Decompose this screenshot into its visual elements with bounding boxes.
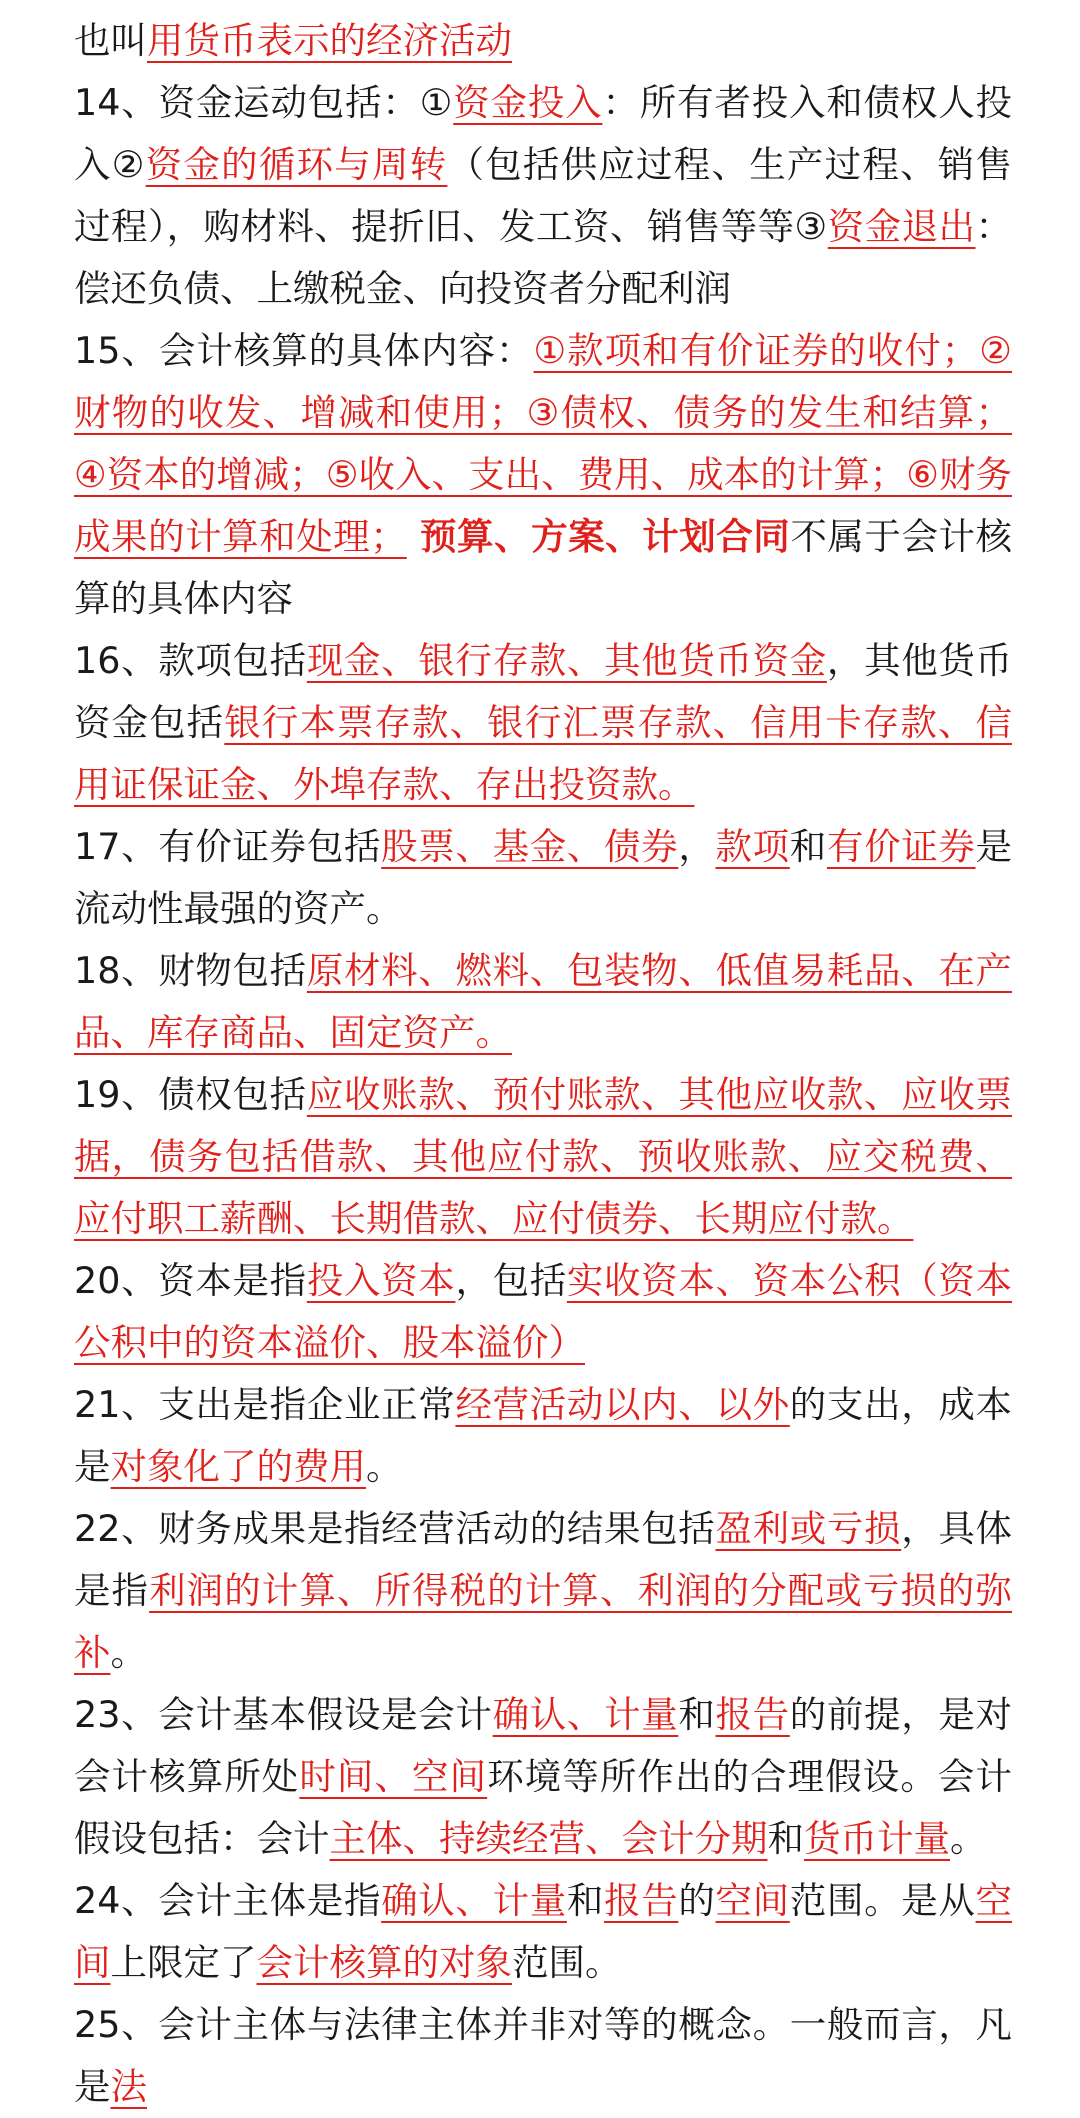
highlighted-text: 款项 bbox=[715, 825, 790, 868]
body-text: 19、债权包括 bbox=[74, 1073, 307, 1116]
highlighted-text: 时间、空间 bbox=[299, 1755, 488, 1798]
body-text: 也叫 bbox=[74, 19, 147, 62]
body-text: 。 bbox=[950, 1817, 987, 1860]
highlighted-text: 原材料、燃料、包装物、低值易耗品、在产品、库存商品、固定资产。 bbox=[74, 949, 1013, 1054]
body-text: ，具体是指 bbox=[74, 1507, 1013, 1612]
highlighted-text: 有价证券 bbox=[826, 825, 976, 868]
paragraph bbox=[74, 1374, 1012, 1498]
body-text: 范围。是从 bbox=[789, 1879, 976, 1922]
body-text: 是流动性最强的资产。 bbox=[74, 825, 1013, 930]
highlighted-text: 报告 bbox=[715, 1693, 790, 1736]
highlighted-text: 股票、基金、债券 bbox=[381, 825, 679, 868]
highlighted-text: 报告 bbox=[604, 1879, 679, 1922]
highlighted-text: 盈利或亏损 bbox=[715, 1507, 902, 1550]
body-text: 14、资金运动包括：① bbox=[74, 81, 454, 124]
bold-red-text: 预算、方案、计划合同 bbox=[406, 515, 791, 558]
highlighted-text: 实收资本、资本公积（资本公积中的资本溢价、股本溢价） bbox=[74, 1259, 1013, 1364]
body-text: 的前提，是对会计核算所处 bbox=[74, 1693, 1013, 1798]
body-text: 22、财务成果是指经营活动的结果包括 bbox=[74, 1507, 716, 1550]
highlighted-text: 对象化了的费用 bbox=[110, 1445, 366, 1488]
highlighted-text: 空间 bbox=[715, 1879, 790, 1922]
highlighted-text: 确认、计量 bbox=[381, 1879, 567, 1922]
highlighted-text: 经营活动以内、以外 bbox=[455, 1383, 790, 1426]
body-text: 23、会计基本假设是会计 bbox=[74, 1693, 493, 1736]
highlighted-text: 应收账款、预付账款、其他应收款、应收票据，债务包括借款、其他应付款、预收账款、应交税费、应付职工薪酬、长期借款、应付债券、长期应付款。 bbox=[74, 1073, 1013, 1240]
body-text: ，包括 bbox=[455, 1259, 567, 1302]
body-text: 的支出，成本是 bbox=[74, 1383, 1013, 1488]
body-text: 和 bbox=[789, 825, 827, 868]
body-text: 和 bbox=[566, 1879, 605, 1922]
body-text: 21、支出是指企业正常 bbox=[74, 1383, 456, 1426]
body-text: ：所有者投入和债权人投入② bbox=[74, 81, 1013, 186]
body-text: ：偿还负债、上缴税金、向投资者分配利润 bbox=[74, 205, 1012, 310]
body-text: 和 bbox=[678, 1693, 716, 1736]
paragraph bbox=[74, 1870, 1012, 1994]
body-text: 不属于会计核算的具体内容 bbox=[74, 515, 1013, 620]
body-text: 。 bbox=[110, 1631, 147, 1674]
highlighted-text: 会计核算的对象 bbox=[256, 1941, 512, 1984]
highlighted-text: 主体、持续经营、会计分期 bbox=[329, 1817, 768, 1860]
paragraph bbox=[74, 72, 1012, 320]
highlighted-text: 确认、计量 bbox=[492, 1693, 679, 1736]
body-text: 范围。 bbox=[512, 1941, 622, 1984]
highlighted-text: 银行本票存款、银行汇票存款、信用卡存款、信用证保证金、外埠存款、存出投资款。 bbox=[74, 701, 1012, 806]
highlighted-text: 利润的计算、所得税的计算、利润的分配或亏损的弥补 bbox=[74, 1569, 1012, 1674]
paragraph bbox=[74, 816, 1012, 940]
highlighted-text: 货币计量 bbox=[804, 1817, 950, 1860]
paragraph bbox=[74, 1064, 1012, 1250]
highlighted-text: 资金投入 bbox=[453, 81, 603, 124]
body-text: ，其他货币资金包括 bbox=[74, 639, 1013, 744]
paragraph bbox=[74, 320, 1012, 630]
body-text: （包括供应过程、生产过程、销售过程），购材料、提折旧、发工资、销售等等③ bbox=[74, 143, 1013, 248]
body-text: 。 bbox=[366, 1445, 403, 1488]
highlighted-text: 资金的循环与周转 bbox=[145, 143, 448, 186]
highlighted-text: ①款项和有价证券的收付；②财物的收发、增减和使用；③债权、债务的发生和结算；④资本的增减；⑤收入、支出、费用、成本的计算；⑥财务成果的计算和处理； bbox=[74, 329, 1012, 558]
paragraph bbox=[74, 1994, 1012, 2118]
body-text: 17、有价证券包括 bbox=[74, 825, 382, 868]
body-text: 24、会计主体是指 bbox=[74, 1879, 382, 1922]
highlighted-text: 法 bbox=[110, 2065, 147, 2108]
body-text: 环境等所作出的合理假设。会计假设包括：会计 bbox=[74, 1755, 1012, 1860]
body-text: 和 bbox=[767, 1817, 804, 1860]
body-text: 的 bbox=[678, 1879, 716, 1922]
body-text: 18、财物包括 bbox=[74, 949, 307, 992]
body-text: 25、会计主体与法律主体并非对等的概念。一般而言，凡是 bbox=[74, 2003, 1012, 2108]
body-text: 上限定了 bbox=[110, 1941, 257, 1984]
highlighted-text: 投入资本 bbox=[306, 1259, 456, 1302]
highlighted-text: 现金、银行存款、其他货币资金 bbox=[306, 639, 827, 682]
highlighted-text: 用货币表示的经济活动 bbox=[147, 19, 512, 62]
paragraph bbox=[74, 10, 1012, 72]
body-text: 15、会计核算的具体内容： bbox=[74, 329, 534, 372]
paragraph bbox=[74, 1250, 1012, 1374]
paragraph bbox=[74, 940, 1012, 1064]
body-text: 16、款项包括 bbox=[74, 639, 307, 682]
body-text: ， bbox=[678, 825, 716, 868]
body-text: 20、资本是指 bbox=[74, 1259, 307, 1302]
paragraph bbox=[74, 1684, 1012, 1870]
paragraph bbox=[74, 630, 1012, 816]
highlighted-text: 空间 bbox=[74, 1879, 1013, 1984]
highlighted-text: 资金退出 bbox=[827, 205, 976, 248]
paragraph bbox=[74, 1498, 1012, 1684]
